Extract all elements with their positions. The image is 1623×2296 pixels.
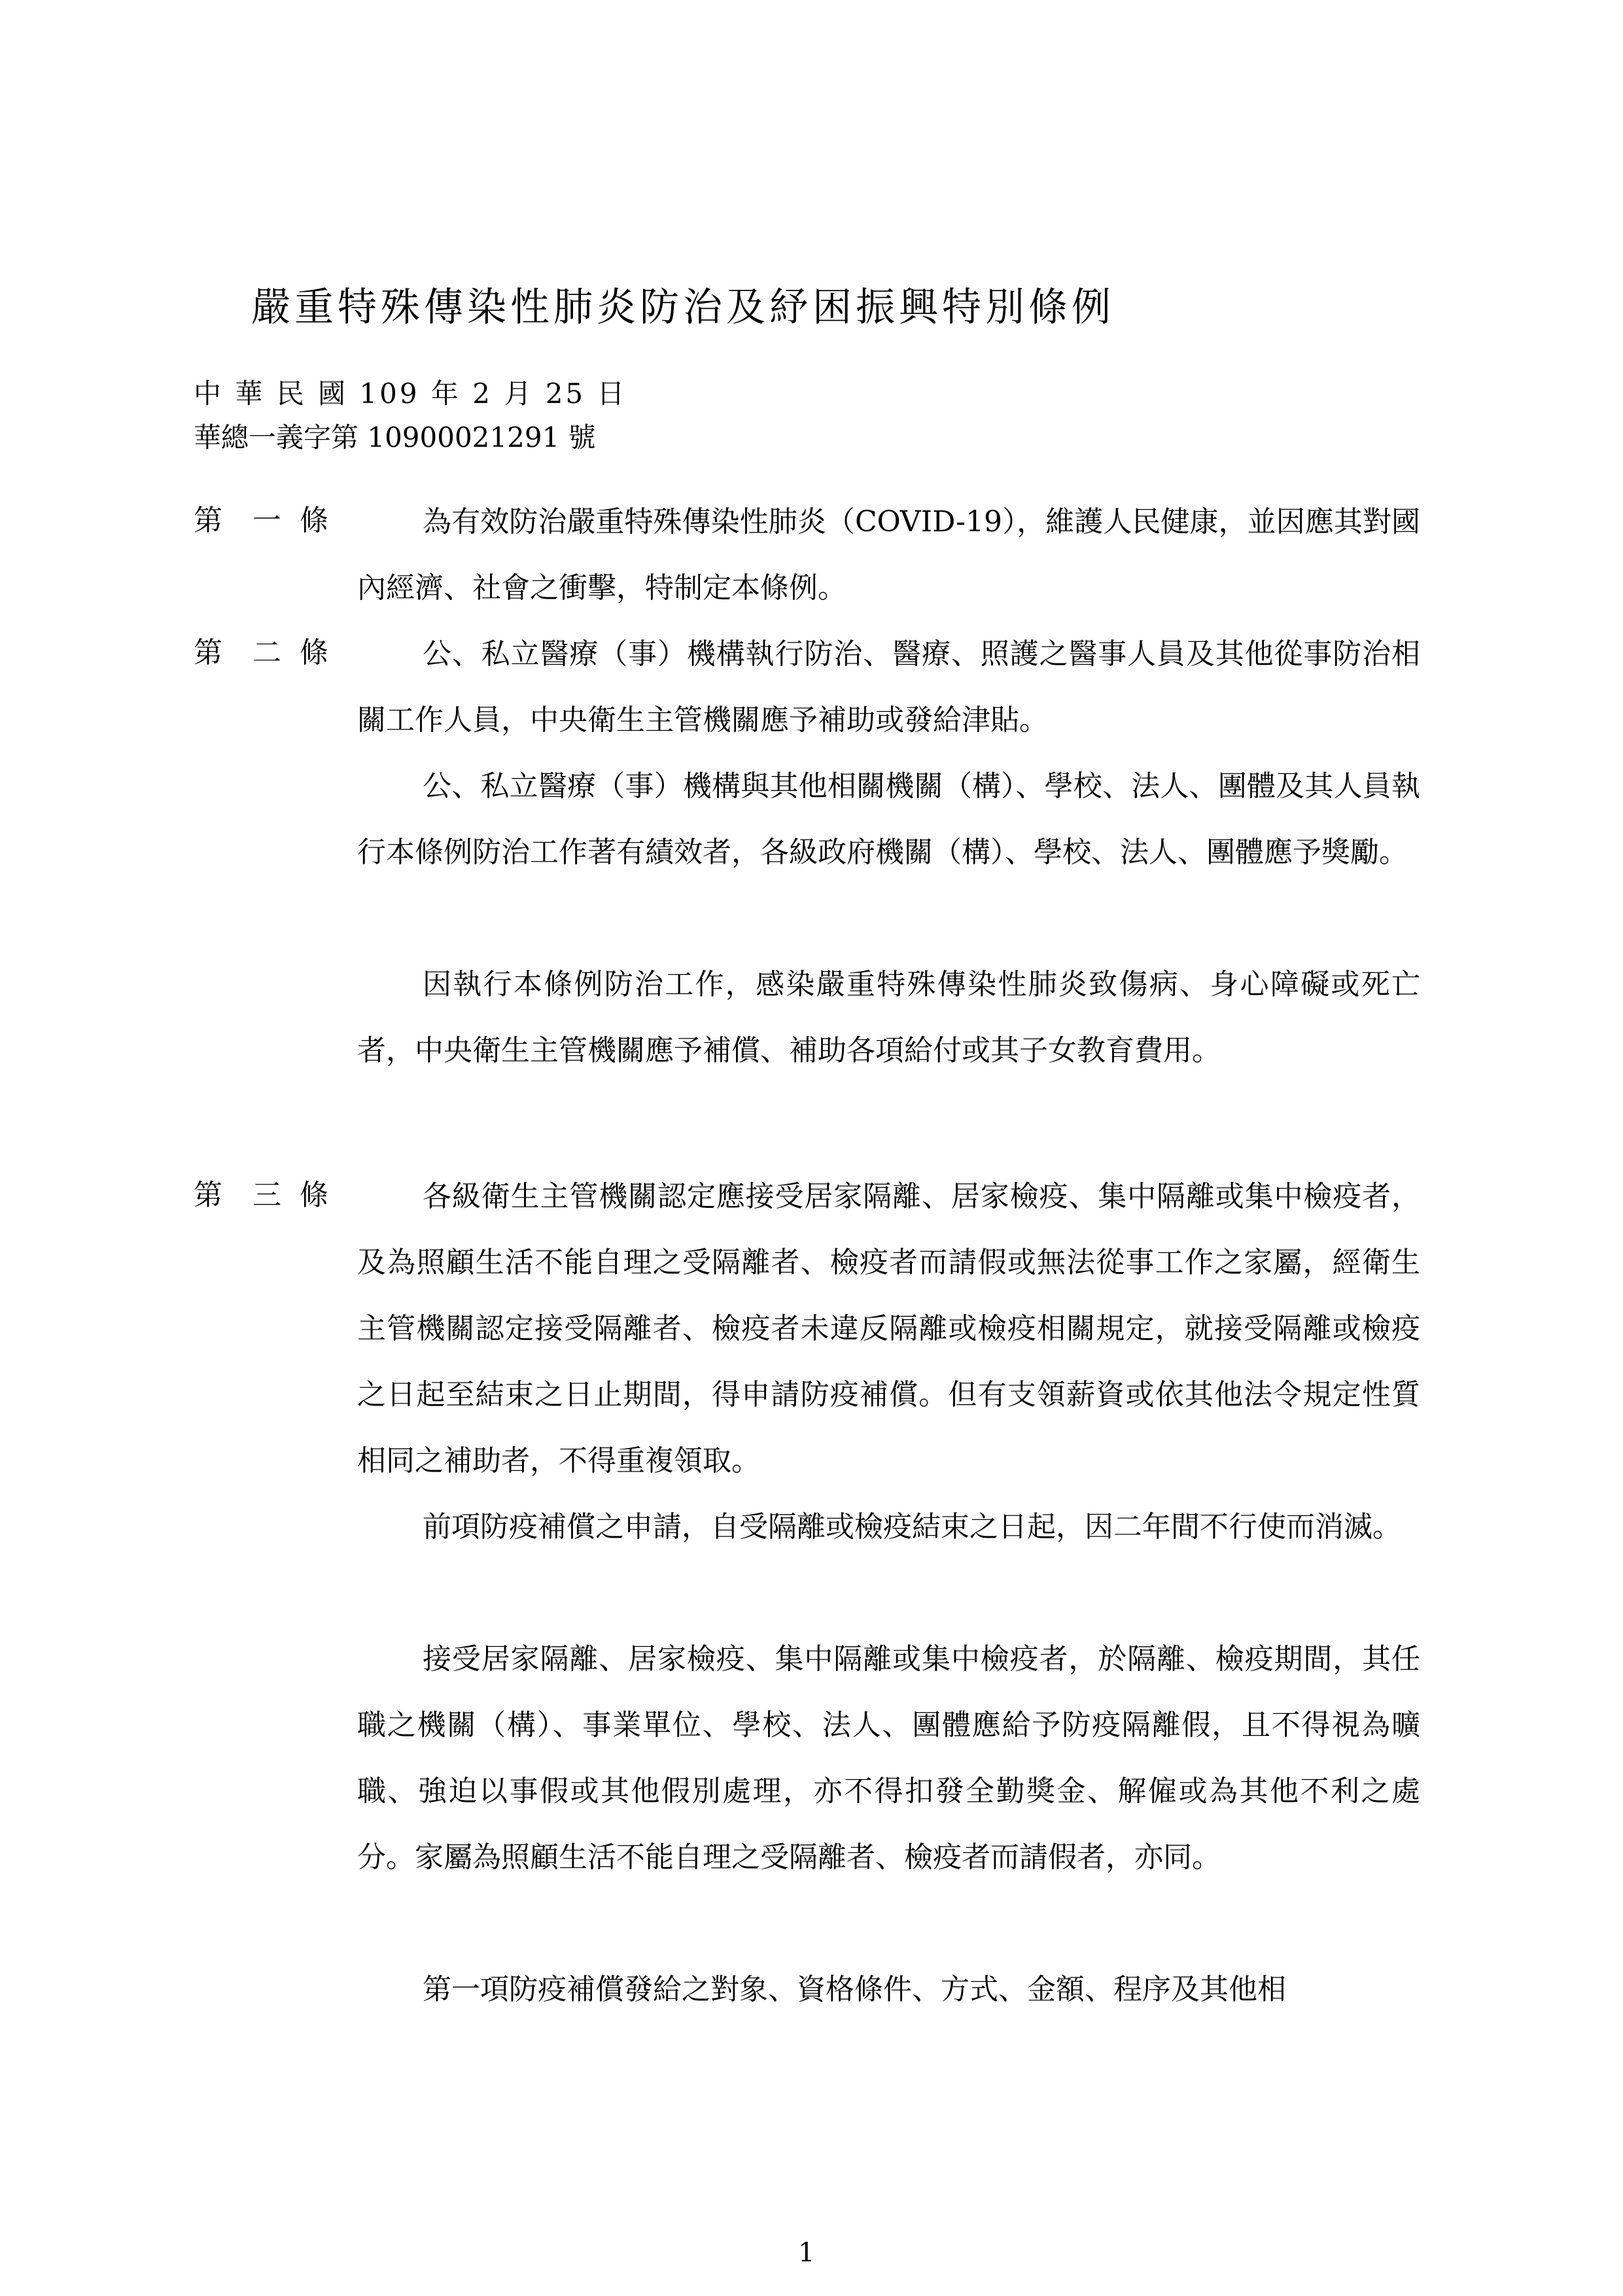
article-2-paragraph-1: 公、私立醫療（事）機構執行防治、醫療、照護之醫事人員及其他從事防治相關工作人員，中央衛生主管機關應予補助或發給津貼。: [357, 637, 1420, 737]
article-label-char: 第: [194, 636, 222, 669]
article-label-char: 條: [300, 636, 328, 669]
article-1-paragraph-1: 為有效防治嚴重特殊傳染性肺炎（COVID-19），維護人民健康，並因應其對國內經濟、社會之衝擊，特制定本條例。: [357, 505, 1420, 605]
article-3-paragraph-1: 各級衛生主管機關認定應接受居家隔離、居家檢疫、集中隔離或集中檢疫者，及為照顧生活不能自理之受隔離者、檢疫者而請假或無法從事工作之家屬，經衛生主管機關認定接受隔離者、檢疫者未違反隔離或檢疫相關規定，就接受隔離或檢疫之日起至結束之日止期間，得申請防疫補償。但有支領薪資或依其他法令規定性質相同之補助者，不得重複領取。: [357, 1180, 1420, 1477]
article-3-paragraph-4: 第一項防疫補償發給之對象、資格條件、方式、金額、程序及其他相: [423, 1973, 1286, 2006]
page-number: 1: [798, 2238, 815, 2268]
article-3-paragraph-2: 前項防疫補償之申請，自受隔離或檢疫結束之日起，因二年間不行使而消滅。: [423, 1510, 1401, 1544]
promulgation-date: 中 華 民 國 109 年 2 月 25 日: [194, 378, 627, 410]
article-3-label: [194, 1176, 340, 1215]
article-label-char: 第: [194, 504, 222, 537]
article-label-char: 三: [253, 1178, 281, 1212]
article-2-label: [194, 633, 340, 673]
article-3-paragraph-3: 接受居家隔離、居家檢疫、集中隔離或集中檢疫者，於隔離、檢疫期間，其任職之機關（構）、事業單位、學校、法人、團體應給予防疫隔離假，且不得視為曠職、強迫以事假或其他假別處理，亦不得扣發全勤獎金、解僱或為其他不利之處分。家屬為照顧生活不能自理之受隔離者、檢疫者而請假者，亦同。: [357, 1642, 1420, 1874]
article-1-label: [194, 501, 340, 540]
article-label-char: 一: [253, 504, 281, 537]
reference-number: 華總一義字第 10900021291 號: [194, 421, 596, 453]
article-2-paragraph-2: 公、私立醫療（事）機構與其他相關機關（構）、學校、法人、團體及其人員執行本條例防治工作著有績效者，各級政府機關（構）、學校、法人、團體應予獎勵。: [357, 769, 1420, 869]
article-label-char: 條: [300, 1178, 328, 1212]
document-title: 嚴重特殊傳染性肺炎防治及紓困振興特別條例: [251, 285, 1115, 330]
article-label-char: 第: [194, 1178, 222, 1212]
article-label-char: 條: [300, 504, 328, 537]
article-label-char: 二: [253, 636, 281, 669]
article-2-paragraph-3: 因執行本條例防治工作，感染嚴重特殊傳染性肺炎致傷病、身心障礙或死亡者，中央衛生主管機關應予補償、補助各項給付或其子女教育費用。: [357, 968, 1420, 1067]
